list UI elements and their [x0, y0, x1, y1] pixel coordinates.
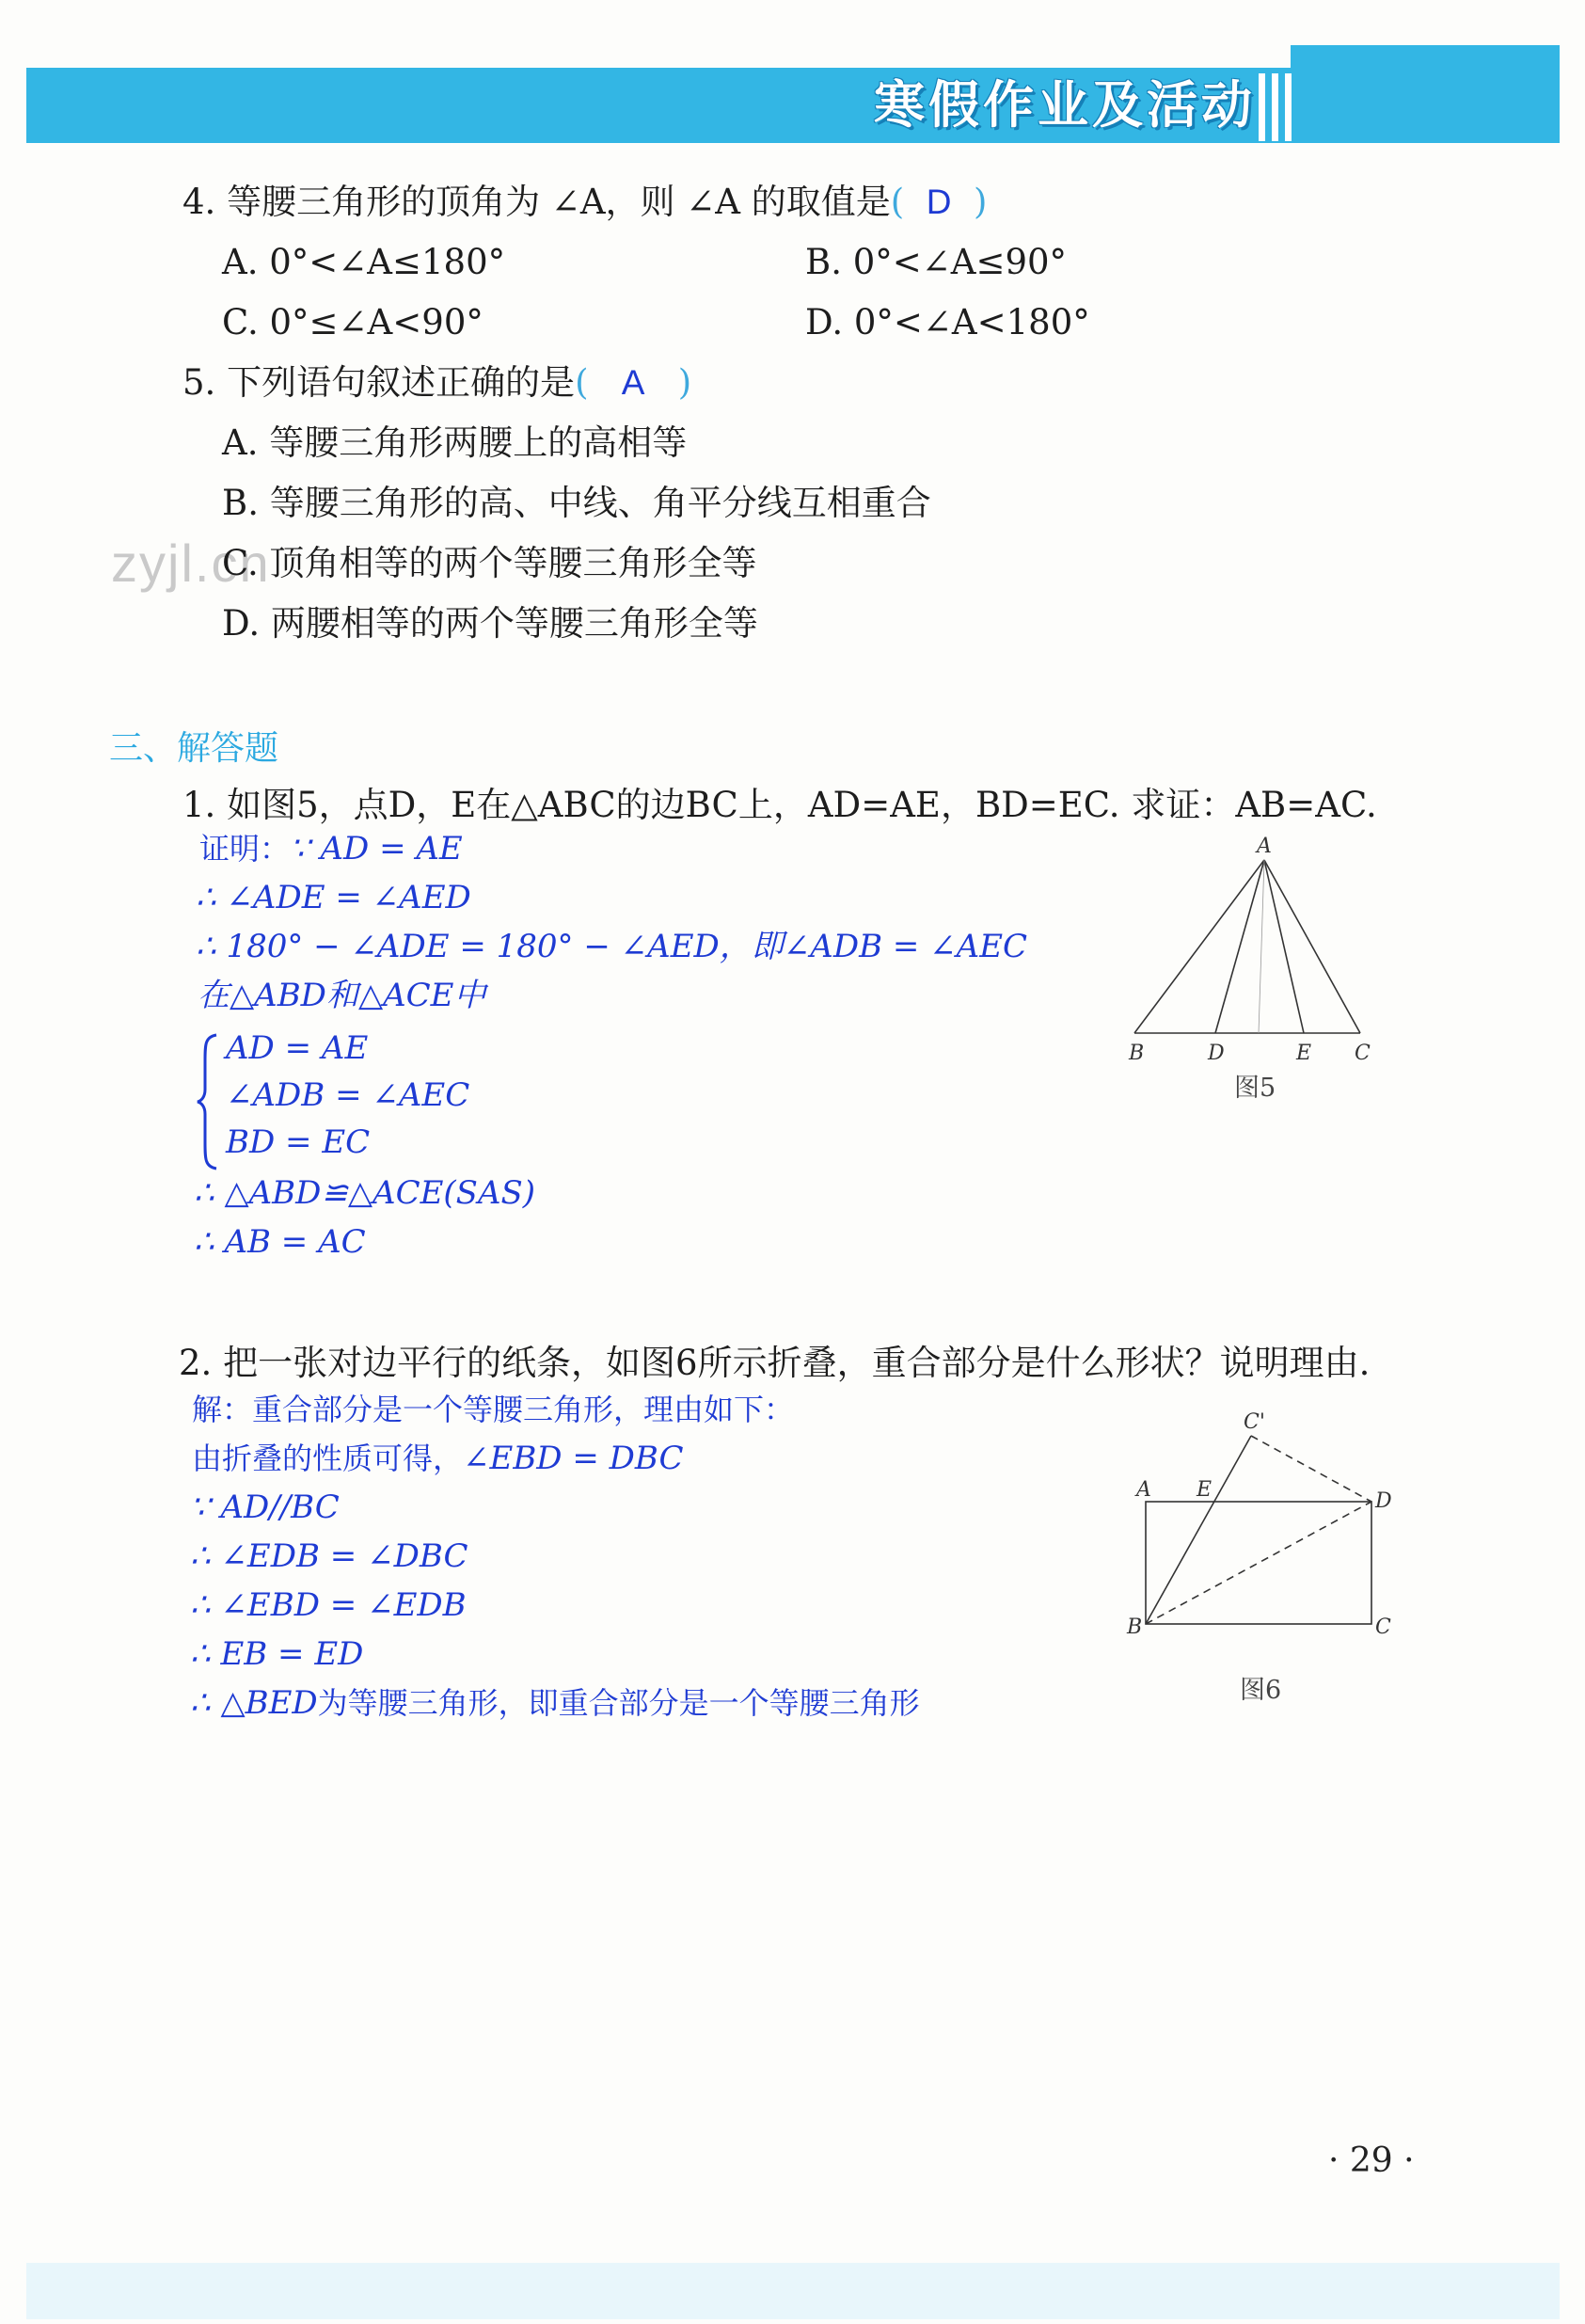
p2-line-1-text: 解：重合部分是一个等腰三角形，理由如下：: [192, 1392, 795, 1427]
p1-proof-line-3: [196, 926, 1027, 967]
p2-line-5: ∴ ∠EBD = ∠EDB: [190, 1586, 467, 1624]
p1-proof-line-6: ∴ AB = AC: [194, 1223, 366, 1261]
p2-line-2a: 由折叠的性质可得，: [192, 1441, 464, 1476]
q4-option-b: B. 0°<∠A≤90°: [805, 242, 1068, 282]
p1-proof-given: ∵ AD = AE: [290, 830, 463, 868]
fig5-label-D: D: [1208, 1042, 1225, 1065]
fig5-label-E: E: [1296, 1042, 1312, 1065]
p2-line-3: ∵ AD//BC: [190, 1488, 340, 1526]
p2-line-7b: 为等腰三角形，即重合部分是一个等腰三角形: [317, 1685, 920, 1721]
p1-proof-label: 证明：: [199, 831, 291, 867]
q5-option-a: A. 等腰三角形两腰上的高相等: [222, 422, 688, 463]
p2-line-2: [192, 1438, 684, 1479]
p1-system-line-2: ∠ADB = ∠AEC: [226, 1076, 470, 1114]
p1-proof-line-2: ∴ ∠ADE = ∠AED: [196, 879, 471, 916]
figure-6-caption: 图6: [1240, 1676, 1282, 1705]
q4-stem-text: 4. 等腰三角形的顶角为 ∠A，则 ∠A 的取值是: [182, 182, 891, 222]
p1-proof-line-1: [199, 828, 463, 869]
fig5-label-A: A: [1257, 835, 1272, 858]
p2-line-1: [192, 1389, 794, 1430]
p2-line-2b: ∠EBD = DBC: [463, 1440, 684, 1477]
page-number: · 29 ·: [1328, 2141, 1415, 2180]
fig6-label-D: D: [1375, 1489, 1392, 1513]
q4-option-d: D. 0°<∠A<180°: [805, 302, 1090, 342]
figure-5-triangle: [1119, 828, 1383, 1073]
q5-stem: 5. 下列语句叙述正确的是( A ): [182, 362, 692, 403]
fig6-label-Cprime: C': [1244, 1410, 1265, 1434]
q5-stem-text: 5. 下列语句叙述正确的是: [182, 362, 576, 403]
fig6-label-B: B: [1127, 1616, 1143, 1639]
q4-stem: 4. 等腰三角形的顶角为 ∠A，则 ∠A 的取值是( D ): [182, 182, 988, 222]
p1-system-brace: [196, 1033, 220, 1170]
q5-option-b: B. 等腰三角形的高、中线、角平分线互相重合: [222, 483, 931, 523]
fig5-label-B: B: [1129, 1042, 1145, 1065]
p2-line-7a: ∴ △BED: [190, 1684, 318, 1722]
fig6-label-E: E: [1197, 1478, 1213, 1502]
bottom-band: [26, 2263, 1560, 2319]
fig5-label-C: C: [1355, 1042, 1371, 1065]
p2-line-6: ∴ EB = ED: [190, 1635, 364, 1673]
p2-stem: 2. 把一张对边平行的纸条，如图6所示折叠，重合部分是什么形状？说明理由.: [179, 1343, 1371, 1383]
fig6-label-A: A: [1136, 1478, 1151, 1502]
p1-proof-line-4: 在△ABD和△ACE中: [198, 977, 486, 1014]
p1-system-line-1: AD = AE: [226, 1029, 369, 1067]
watermark: zyjl.cn: [111, 533, 271, 593]
figure-5-caption: 图5: [1234, 1074, 1276, 1103]
p2-line-4: ∴ ∠EDB = ∠DBC: [190, 1537, 468, 1575]
q4-option-a: A. 0°<∠A≤180°: [222, 242, 506, 282]
q4-option-c: C. 0°≤∠A<90°: [222, 302, 483, 342]
q5-answer: A: [621, 363, 645, 402]
header-banner-tab: [1291, 45, 1560, 143]
figure-6-folded-strip: [1119, 1408, 1392, 1643]
section-title: 三、解答题: [109, 729, 279, 768]
p2-line-7: [190, 1682, 920, 1724]
p1-proof-line-5: ∴ △ABD≌△ACE(SAS): [194, 1174, 536, 1212]
q5-option-d: D. 两腰相等的两个等腰三角形全等: [222, 603, 758, 644]
header-title: 寒假作业及活动: [874, 75, 1256, 135]
p1-proof-line-3b: 即∠ADB = ∠AEC: [751, 928, 1028, 965]
p1-stem: 1. 如图5，点D，E在△ABC的边BC上，AD=AE，BD=EC. 求证：AB=AC.: [182, 785, 1377, 825]
p1-proof-line-3a: ∴ 180° − ∠ADE = 180° − ∠AED，: [196, 928, 752, 965]
q4-answer: D: [926, 183, 952, 221]
q5-option-c: C. 顶角相等的两个等腰三角形全等: [222, 543, 757, 583]
p1-system-line-3: BD = EC: [226, 1123, 371, 1161]
fig6-label-C: C: [1375, 1616, 1391, 1639]
